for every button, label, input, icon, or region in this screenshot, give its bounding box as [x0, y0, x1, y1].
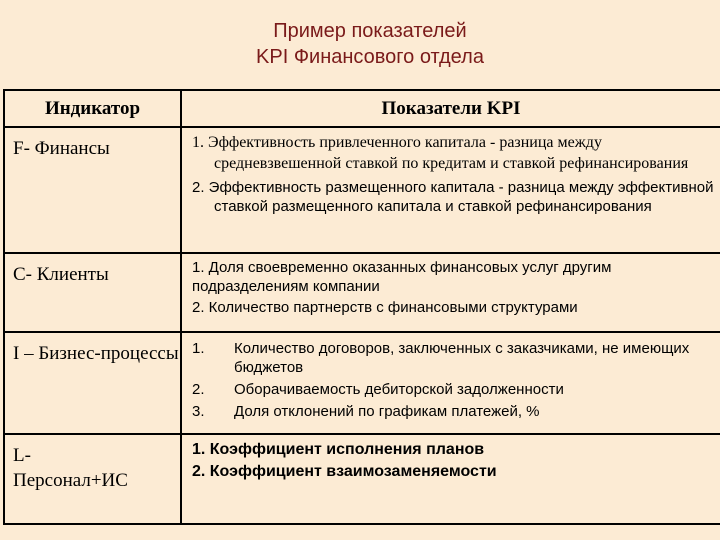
kpi-cell-personnel	[181, 434, 720, 524]
kpi-cell-business-processes	[181, 332, 720, 434]
kpi-item	[188, 380, 716, 399]
kpi-item: 2. Эффективность размещенного капитала - разница между эффективной ставкой размещенного капитала и ставкой рефинансирования	[192, 179, 714, 215]
item-number: 1.	[192, 340, 205, 357]
table-row	[4, 253, 720, 332]
item-number: 2.	[192, 381, 205, 398]
kpi-item	[188, 402, 716, 421]
kpi-item: 2. Количество партнерств с финансовыми структурами	[192, 299, 578, 316]
table-row	[4, 434, 720, 524]
kpi-item: 1. Доля своевременно оказанных финансовых услуг другим подразделениям компании	[192, 259, 612, 295]
kpi-item: 1. Эффективность привлеченного капитала - разница между средневзвешенной ставкой по кредитам и ставкой рефинансирования	[192, 134, 689, 172]
kpi-item: 2. Коэффициент взаимозаменяемости	[192, 463, 497, 480]
indicator-clients: C- Клиенты	[4, 253, 181, 332]
table-row	[4, 332, 720, 434]
indicator-finance: F- Финансы	[4, 127, 181, 253]
item-text: Оборачиваемость дебиторской задолженности	[234, 381, 564, 398]
item-number: 3.	[192, 403, 205, 420]
kpi-cell-finance	[181, 127, 720, 253]
kpi-cell-clients	[181, 253, 720, 332]
kpi-table	[3, 89, 720, 525]
table-header-row	[4, 90, 720, 127]
indicator-line: Персонал+ИС	[13, 470, 128, 491]
title-line-1: Пример показателей	[273, 20, 467, 42]
kpi-item: 1. Коэффициент исполнения планов	[192, 441, 485, 458]
table-row	[4, 127, 720, 253]
item-text: Количество договоров, заключенных с заказчиками, не имеющих бюджетов	[234, 340, 690, 376]
indicator-personnel	[4, 434, 181, 524]
indicator-business-processes: I – Бизнес-процессы	[4, 332, 181, 434]
slide-title	[0, 18, 720, 70]
item-text: Доля отклонений по графикам платежей, %	[234, 403, 540, 420]
header-kpi: Показатели KPI	[181, 90, 720, 127]
indicator-line: L-	[13, 445, 31, 466]
kpi-item	[188, 339, 716, 377]
title-line-2: KPI Финансового отдела	[256, 46, 484, 68]
header-indicator: Индикатор	[4, 90, 181, 127]
